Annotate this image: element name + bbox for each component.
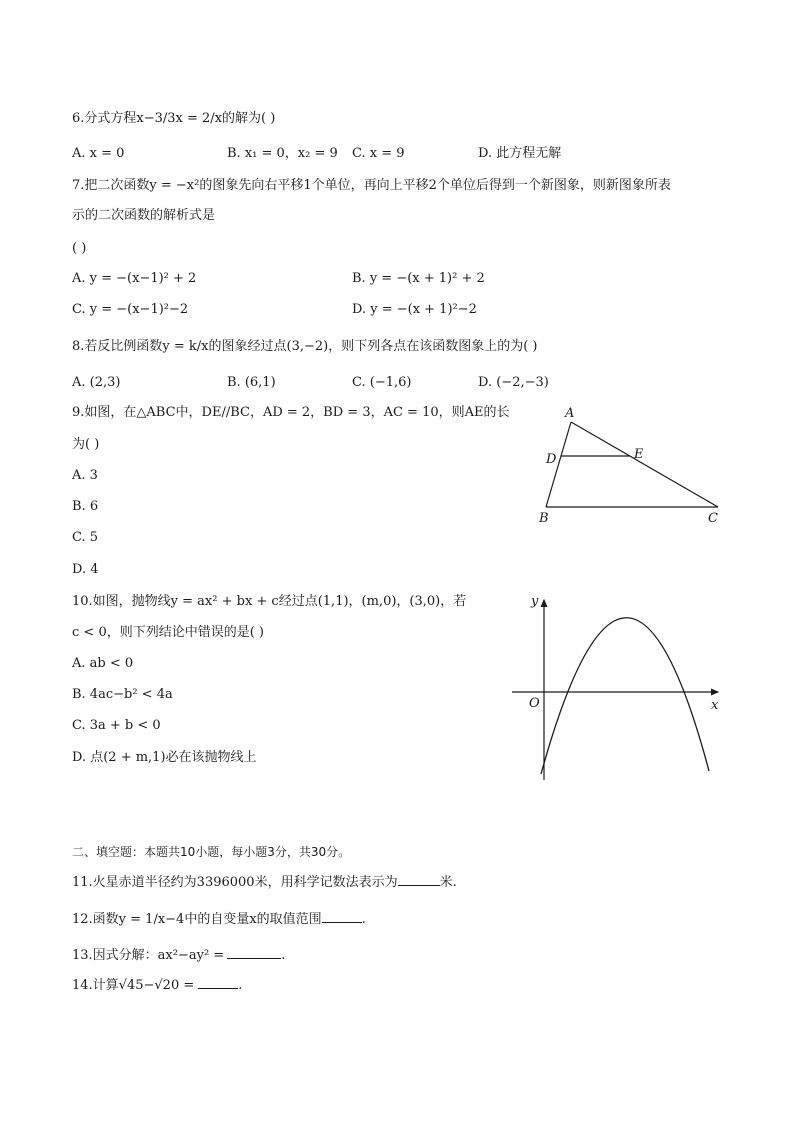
question-8-option-a: A. (2,3) bbox=[72, 375, 121, 390]
question-6-option-a: A. x = 0 bbox=[72, 146, 125, 161]
label-origin: O bbox=[529, 696, 540, 711]
question-8-option-d: D. (−2,−3) bbox=[478, 375, 549, 390]
question-14-end: . bbox=[238, 978, 243, 993]
triangle-figure bbox=[530, 402, 730, 532]
question-10-stem-line2: c < 0，则下列结论中错误的是( ) bbox=[72, 625, 264, 640]
parabola-curve bbox=[541, 618, 709, 774]
label-x: x bbox=[711, 698, 719, 713]
answer-blank bbox=[227, 946, 281, 959]
question-13 bbox=[72, 946, 285, 965]
question-13-end: . bbox=[281, 948, 286, 963]
label-b: B bbox=[539, 511, 549, 526]
label-y: y bbox=[531, 594, 539, 609]
question-14-text: 14.计算√45−√20 = bbox=[72, 978, 195, 993]
question-6-option-c: C. x = 9 bbox=[352, 146, 405, 161]
question-9-stem-line1: 9.如图，在△ABC中，DE//BC，AD = 2，BD = 3，AC = 10，则AE的长 bbox=[72, 405, 510, 420]
question-9-stem-line2: 为( ) bbox=[72, 437, 100, 452]
label-d: D bbox=[546, 452, 557, 467]
question-6-stem: 6.分式方程x−3/3x = 2/x的解为( ) bbox=[72, 111, 276, 126]
section-2-heading: 二、填空题：本题共10小题，每小题3分，共30分。 bbox=[72, 845, 351, 859]
question-7-stem-line1: 7.把二次函数y = −x²的图象先向右平移1个单位，再向上平移2个单位后得到一个新图象，则新图象所表 bbox=[72, 178, 671, 193]
question-11 bbox=[72, 873, 457, 892]
question-12-end: . bbox=[361, 912, 366, 927]
question-10-option-c: C. 3a + b < 0 bbox=[72, 718, 161, 733]
answer-blank bbox=[322, 910, 362, 923]
question-7-option-d: D. y = −(x + 1)²−2 bbox=[352, 302, 477, 317]
question-7-option-c: C. y = −(x−1)²−2 bbox=[72, 302, 189, 317]
question-10-stem-line1: 10.如图，抛物线y = ax² + bx + c经过点(1,1)，(m,0)，(3,0)，若 bbox=[72, 594, 467, 609]
label-e: E bbox=[634, 447, 644, 462]
question-10-option-d: D. 点(2 + m,1)必在该抛物线上 bbox=[72, 750, 257, 765]
question-8-option-c: C. (−1,6) bbox=[352, 375, 412, 390]
question-6-option-b: B. x₁ = 0，x₂ = 9 bbox=[227, 146, 338, 161]
question-8-stem: 8.若反比例函数y = k/x的图象经过点(3,−2)，则下列各点在该函数图象上的为( ) bbox=[72, 339, 538, 354]
question-9-option-b: B. 6 bbox=[72, 499, 99, 514]
question-11-unit: 米. bbox=[439, 875, 457, 890]
question-11-text: 11.火星赤道半径约为3396000米，用科学记数法表示为 bbox=[72, 875, 398, 890]
side-ac bbox=[571, 422, 718, 507]
question-7-option-b: B. y = −(x + 1)² + 2 bbox=[352, 271, 485, 286]
question-6-option-d: D. 此方程无解 bbox=[478, 146, 562, 161]
answer-blank bbox=[398, 873, 440, 886]
parabola-figure bbox=[505, 588, 735, 783]
question-7-answer-paren: ( ) bbox=[72, 241, 87, 256]
question-12 bbox=[72, 910, 366, 929]
label-c: C bbox=[708, 511, 718, 526]
question-12-text: 12.函数y = 1/x−4中的自变量x的取值范围 bbox=[72, 912, 322, 927]
answer-blank bbox=[198, 976, 238, 989]
question-14 bbox=[72, 976, 242, 995]
question-7-stem-line2: 示的二次函数的解析式是 bbox=[72, 208, 216, 223]
question-9-option-a: A. 3 bbox=[72, 468, 98, 483]
question-13-text: 13.因式分解：ax²−ay² = bbox=[72, 948, 225, 963]
question-10-option-b: B. 4ac−b² < 4a bbox=[72, 687, 173, 702]
label-a: A bbox=[565, 406, 575, 421]
question-10-option-a: A. ab < 0 bbox=[72, 656, 134, 671]
question-9-option-d: D. 4 bbox=[72, 562, 99, 577]
question-8-option-b: B. (6,1) bbox=[227, 375, 276, 390]
question-9-option-c: C. 5 bbox=[72, 530, 99, 545]
question-7-option-a: A. y = −(x−1)² + 2 bbox=[72, 271, 197, 286]
